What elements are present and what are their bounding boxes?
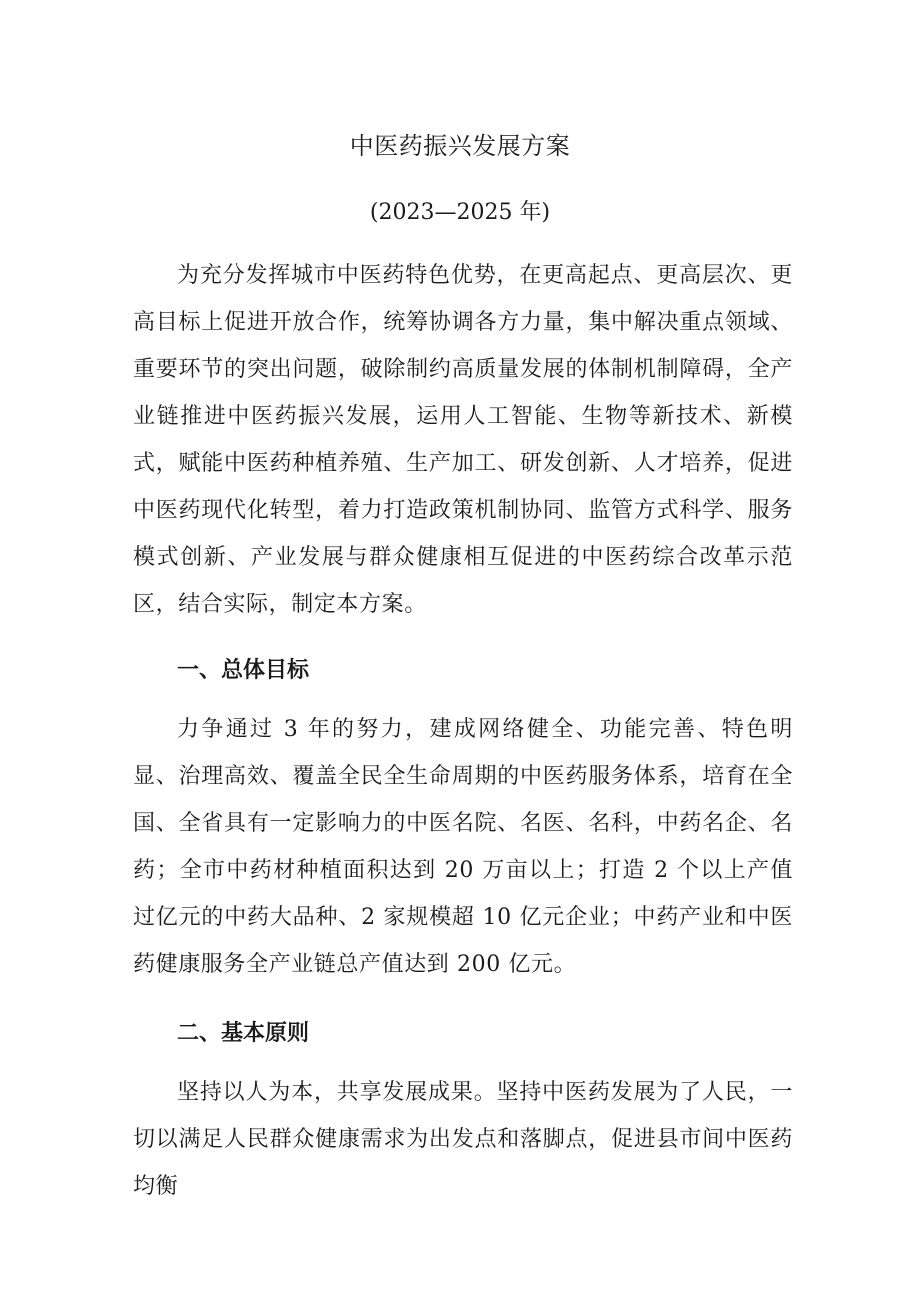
section-paragraph-basic-principles: 坚持以人为本，共享发展成果。坚持中医药发展为了人民，一切以满足人民群众健康需求为出发点和落脚点，促进县市间中医药均衡 [133,1080,793,1199]
section-heading-basic-principles: 二、基本原则 [177,1021,310,1046]
intro-paragraph: 为充分发挥城市中医药特色优势，在更高起点、更高层次、更高目标上促进开放合作，统筹协调各方力量，集中解决重点领域、重要环节的突出问题，破除制约高质量发展的体制机制障碍，全产业链推进中医药振兴发展，运用人工智能、生物等新技术、新模式，赋能中医药种植养殖、生产加工、研发创新、人才培养，促进中医药现代化转型，着力打造政策机制协同、监管方式科学、服务模式创新、产业发展与群众健康相互促进的中医药综合改革示范区，结合实际，制定本方案。 [133,263,793,617]
section-heading-overall-goals: 一、总体目标 [177,658,310,683]
section-paragraph-overall-goals: 力争通过 3 年的努力，建成网络健全、功能完善、特色明显、治理高效、覆盖全民全生命周期的中医药服务体系，培育在全国、全省具有一定影响力的中医名院、名医、名科，中药名企、名药；全市中药材种植面积达到 20 万亩以上；打造 2 个以上产值过亿元的中药大品种、2 家规模超 10 亿元企业；中药产业和中医药健康服务全产业链总产值达到 200 亿元。 [133,717,793,977]
document-title: 中医药振兴发展方案 [349,132,571,160]
document-subtitle: (2023—2025 年) [369,200,551,225]
